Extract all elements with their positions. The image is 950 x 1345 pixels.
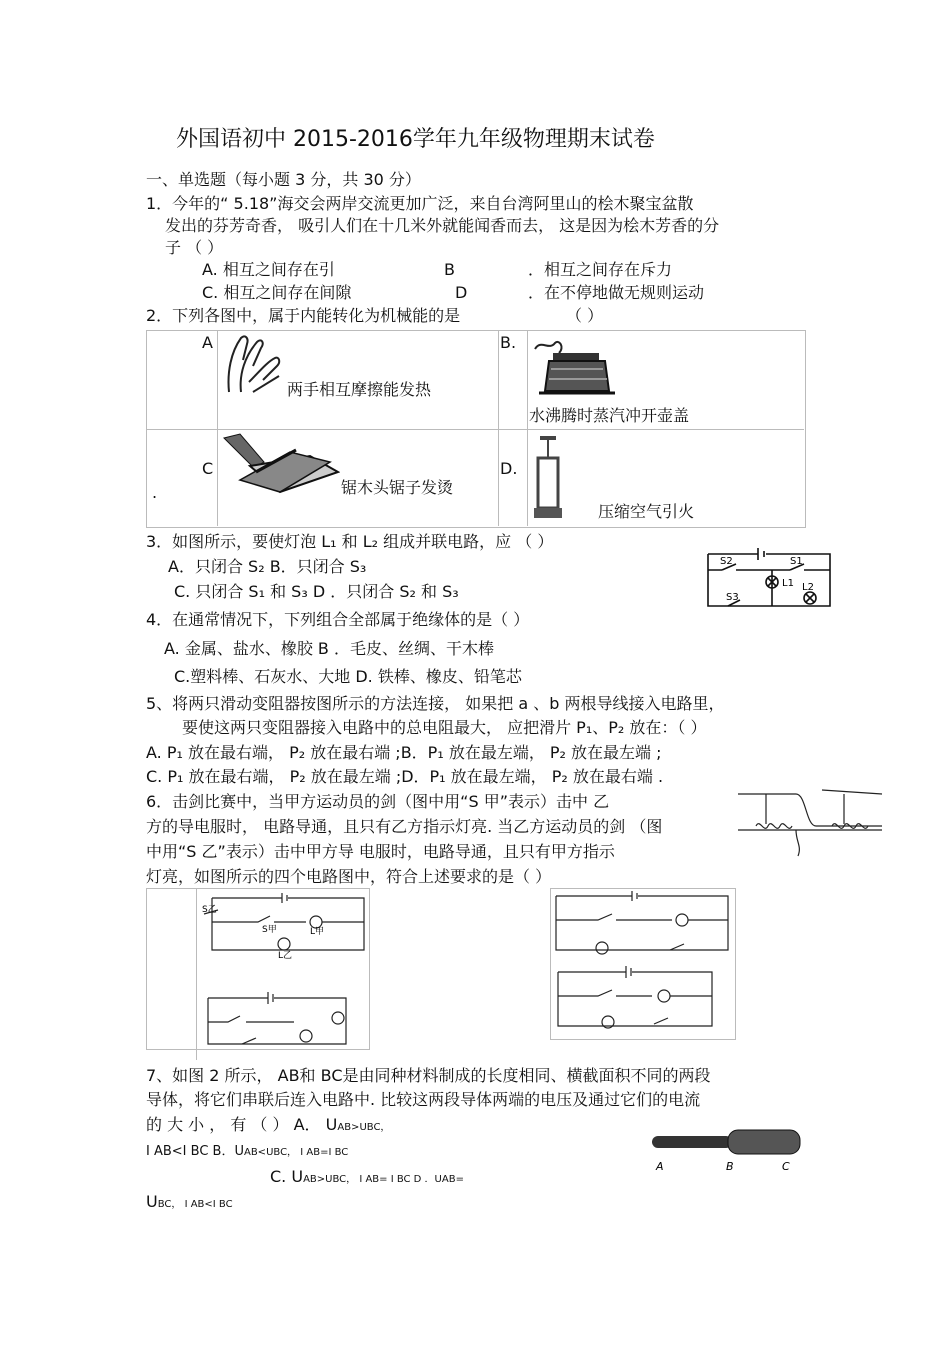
label-a: A bbox=[656, 1160, 664, 1173]
label-l2: L2 bbox=[802, 582, 814, 593]
label-s-jia: S甲 bbox=[262, 925, 277, 935]
q7-line3-text: 的 大 小 ， 有 （ ） A． U bbox=[146, 1115, 338, 1134]
q3-options-cd: C. 只闭合 S₁ 和 S₃ D ．只闭合 S₂ 和 S₃ bbox=[174, 582, 459, 601]
label-s2: S2 bbox=[720, 556, 733, 567]
q4-options-ab: A. 金属、盐水、橡胶 B ．毛皮、丝绸、干木棒 bbox=[164, 639, 494, 658]
q6-circuit-b bbox=[552, 890, 732, 960]
q5-line1: 5、将两只滑动变阻器按图所示的方法连接， 如果把 a 、b 两根导线接入电路里， bbox=[146, 694, 725, 713]
conductor-figure bbox=[648, 1124, 808, 1174]
q6-circuit-c bbox=[198, 988, 358, 1054]
q1-line1: 1．今年的“ 5.18”海交会两岸交流更加广泛，来自台湾阿里山的桧木聚宝盆散 bbox=[146, 194, 694, 213]
q7-line3 bbox=[146, 1115, 390, 1138]
q2-c-caption: 锯木头锯子发烫 bbox=[341, 478, 454, 497]
q5-line2: 要使这两只变阻器接入电路中的总电阻最大， 应把滑片 P₁、P₂ 放在：（ ） bbox=[182, 718, 707, 737]
q2-b-caption: 水沸腾时蒸汽冲开壶盖 bbox=[529, 406, 690, 425]
q3-circuit-diagram bbox=[706, 544, 834, 614]
section-heading: 一、单选题（每小题 3 分，共 30 分） bbox=[146, 170, 421, 189]
air-compression-figure bbox=[530, 432, 566, 524]
q2-stem: 2．下列各图中，属于内能转化为机械能的是 bbox=[146, 306, 461, 325]
page-title: 外国语初中 2015-2016学年九年级物理期末试卷 bbox=[176, 127, 655, 152]
q1-option-d: ．在不停地做无规则运动 bbox=[528, 283, 705, 302]
q7-line4-text: I AB<I BC B．U bbox=[146, 1144, 244, 1159]
q7-line6-text: U bbox=[146, 1192, 158, 1211]
q6-circuit-a bbox=[198, 890, 366, 962]
q1-option-c: C. 相互之间存在间隙 bbox=[202, 283, 352, 302]
q5-options-cd: C. P₁ 放在最右端， P₂ 放在最左端 ;D．P₁ 放在最左端， P₂ 放在最右端 . bbox=[146, 767, 664, 786]
q1-line3: 子 （ ） bbox=[165, 238, 224, 257]
q2-paren: （ ） bbox=[566, 306, 604, 325]
q7-line3-sub1: AB>U bbox=[337, 1122, 367, 1133]
q7-line4 bbox=[146, 1142, 348, 1163]
label-s3: S3 bbox=[726, 592, 739, 603]
q3-options-ab: A．只闭合 S₂ B．只闭合 S₃ bbox=[168, 557, 367, 576]
q5-options-ab: A. P₁ 放在最右端， P₂ 放在最右端 ;B．P₁ 放在最左端， P₂ 放在最左端 ; bbox=[146, 743, 662, 762]
q7-line4-sub2: BC， I AB=I BC bbox=[273, 1147, 349, 1158]
q2-d-letter: D. bbox=[500, 459, 518, 478]
label-s1: S1 bbox=[790, 556, 803, 567]
q2-a-letter: A bbox=[202, 333, 213, 352]
q6-line2: 方的导电服时， 电路导通，且只有乙方指示灯亮. 当乙方运动员的剑 （图 bbox=[146, 817, 663, 836]
sawing-wood-figure bbox=[220, 432, 340, 498]
rubbing-hands-figure bbox=[219, 332, 287, 396]
q7-line5-text: C. U bbox=[270, 1167, 304, 1186]
boiling-kettle-figure bbox=[529, 335, 625, 401]
q1-line2: 发出的芬芳奇香， 吸引人们在十几米外就能闻香而去， 这是因为桧木芳香的分 bbox=[165, 216, 720, 235]
q1-option-b: ．相互之间存在斥力 bbox=[528, 260, 673, 279]
q2-a-caption: 两手相互摩擦能发热 bbox=[287, 380, 432, 399]
q2-b-letter: B. bbox=[500, 333, 517, 352]
q7-line5-sub1: AB>U bbox=[303, 1174, 333, 1185]
q2-c-letter: C bbox=[202, 459, 214, 478]
q7-line5-sub3: AB= bbox=[441, 1174, 464, 1185]
q6-line1: 6．击剑比赛中，当甲方运动员的剑（图中用“S 甲”表示）击中 乙 bbox=[146, 792, 610, 811]
q7-line6-sub: BC， I AB<I BC bbox=[157, 1199, 233, 1210]
q1-option-a: A. 相互之间存在引 bbox=[202, 260, 335, 279]
label-l-yi: L乙 bbox=[278, 951, 293, 961]
q7-line3-sub2: BC， bbox=[366, 1122, 391, 1133]
rheostat-figure bbox=[736, 786, 886, 858]
q7-line5-sub2: BC， I AB= I BC D ．U bbox=[332, 1174, 442, 1185]
label-l1: L1 bbox=[782, 578, 794, 589]
q7-line6 bbox=[146, 1192, 233, 1215]
q2-d-caption: 压缩空气引火 bbox=[598, 502, 695, 521]
label-l-jia: L甲 bbox=[310, 927, 325, 937]
q1-option-d-letter: D bbox=[455, 283, 468, 302]
q1-option-b-letter: B bbox=[444, 260, 455, 279]
q6-line4: 灯亮，如图所示的四个电路图中，符合上述要求的是（ ） bbox=[146, 867, 552, 886]
q3-stem: 3．如图所示，要使灯泡 L₁ 和 L₂ 组成并联电路，应 （ ） bbox=[146, 532, 554, 551]
q4-options-cd: C.塑料棒、石灰水、大地 D. 铁棒、橡皮、铅笔芯 bbox=[174, 667, 522, 686]
q2-c-dot: . bbox=[152, 483, 158, 502]
label-s-yi: S乙 bbox=[202, 905, 217, 915]
q4-stem: 4．在通常情况下，下列组合全部属于绝缘体的是（ ） bbox=[146, 610, 530, 629]
q7-line4-sub1: AB<U bbox=[243, 1147, 274, 1158]
q7-line1: 7、如图 2 所示， AB和 BC是由同种材料制成的长度相同、横截面积不同的两段 bbox=[146, 1066, 711, 1085]
q6-circuit-d bbox=[552, 964, 732, 1036]
label-b: B bbox=[726, 1160, 734, 1173]
q6-line3: 中用“S 乙”表示）击中甲方导 电服时，电路导通，且只有甲方指示 bbox=[146, 842, 615, 861]
q7-line2: 导体，将它们串联后连入电路中. 比较这两段导体两端的电压及通过它们的电流 bbox=[146, 1090, 701, 1109]
label-c: C bbox=[782, 1160, 790, 1173]
q7-line5 bbox=[270, 1167, 464, 1190]
